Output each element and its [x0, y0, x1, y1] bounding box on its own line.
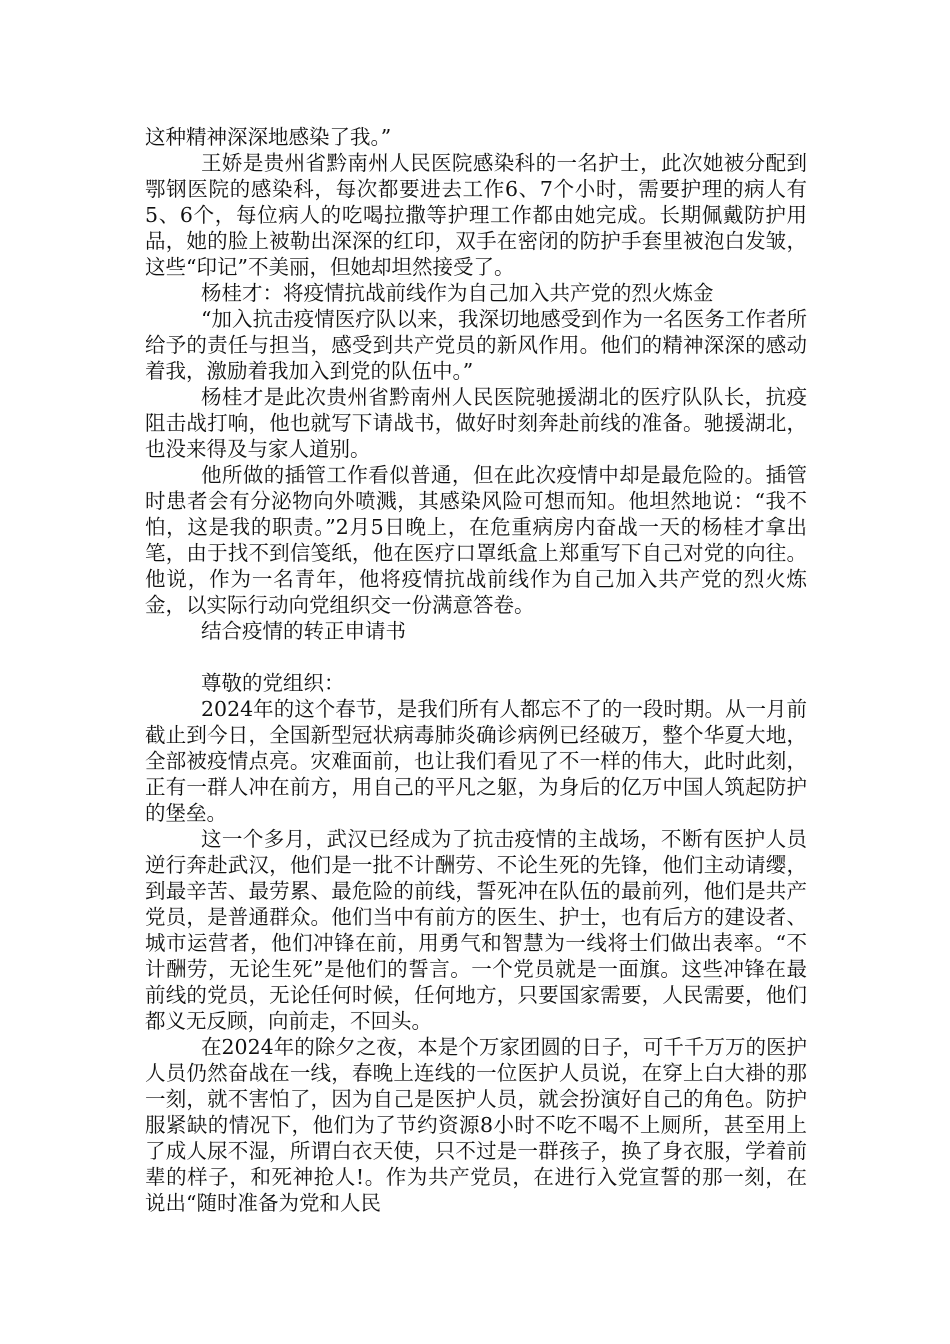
document-page: [145, 124, 807, 1216]
salutation: 尊敬的党组织：: [201, 671, 345, 695]
paragraph-wuhan: 这一个多月，武汉已经成为了抗击疫情的主战场，不断有医护人员逆行奔赴武汉，他们是一批不计酬劳、不论生死的先锋，他们主动请缨，到最辛苦、最劳累、最危险的前线，誓死冲在队伍的最前列，他们是共产党员，是普通群众。他们当中有前方的医生、护士，也有后方的建设者、城市运营者，他们冲锋在前，用勇气和智慧为一线将士们做出表率。“不计酬劳，无论生死”是他们的誓言。一个党员就是一面旗。这些冲锋在最前线的党员，无论任何时候，任何地方，只要国家需要，人民需要，他们都义无反顾，向前走，不回头。: [145, 827, 807, 1033]
blank-line: [145, 644, 807, 670]
paragraph-quote: “加入抗击疫情医疗队以来，我深切地感受到作为一名医务工作者所给予的责任与担当，感受到共产党员的新风作用。他们的精神深深的感动着我，激励着我加入到党的队伍中。”: [145, 307, 807, 383]
document-title: 结合疫情的转正申请书: [201, 619, 406, 643]
paragraph-new-year-eve: 在2024年的除夕之夜，本是个万家团圆的日子，可千千万万的医护人员仍然奋战在一线，春晚上连线的一位医护人员说，在穿上白大褂的那一刻，就不害怕了，因为自己是医护人员，就会扮演好自己的角色。防护服紧缺的情况下，他们为了节约资源8小时不吃不喝不上厕所，甚至用上了成人尿不湿，所谓白衣天使，只不过是一群孩子，换了身衣服，学着前辈的样子，和死神抢人!。作为共产党员，在进行入党宣誓的那一刻，在说出“随时准备为党和人民: [145, 1035, 807, 1215]
paragraph-wangjiao: 王娇是贵州省黔南州人民医院感染科的一名护士，此次她被分配到鄂钢医院的感染科，每次都要进去工作6、7个小时，需要护理的病人有5、6个，每位病人的吃喝拉撒等护理工作都由她完成。长期佩戴防护用品，她的脸上被勒出深深的红印，双手在密闭的防护手套里被泡白发皱，这些“印记”不美丽，但她却坦然接受了。: [145, 151, 807, 279]
paragraph-intubation: 他所做的插管工作看似普通，但在此次疫情中却是最危险的。插管时患者会有分泌物向外喷溅，其感染风险可想而知。他坦然地说：“我不怕，这是我的职责。”2月5日晚上，在危重病房内奋战一天的杨桂才拿出笔，由于找不到信笺纸，他在医疗口罩纸盒上郑重写下自己对党的向往。他说，作为一名青年，他将疫情抗战前线作为自己加入共产党的烈火炼金，以实际行动向党组织交一份满意答卷。: [145, 463, 807, 617]
paragraph-spring-festival: 2024年的这个春节，是我们所有人都忘不了的一段时期。从一月前截止到今日，全国新型冠状病毒肺炎确诊病例已经破万，整个华夏大地，全部被疫情点亮。灾难面前，也让我们看见了不一样的伟大，此时此刻，正有一群人冲在前方，用自己的平凡之躯，为身后的亿万中国人筑起防护的堡垒。: [145, 697, 807, 825]
paragraph-team-leader: 杨桂才是此次贵州省黔南州人民医院驰援湖北的医疗队队长，抗疫阻击战打响，他也就写下请战书，做好时刻奔赴前线的准备。驰援湖北，也没来得及与家人道别。: [145, 385, 807, 461]
section-heading-yangguicai: 杨桂才：将疫情抗战前线作为自己加入共产党的烈火炼金: [201, 281, 714, 305]
paragraph-continuation: 这种精神深深地感染了我。”: [145, 125, 392, 149]
